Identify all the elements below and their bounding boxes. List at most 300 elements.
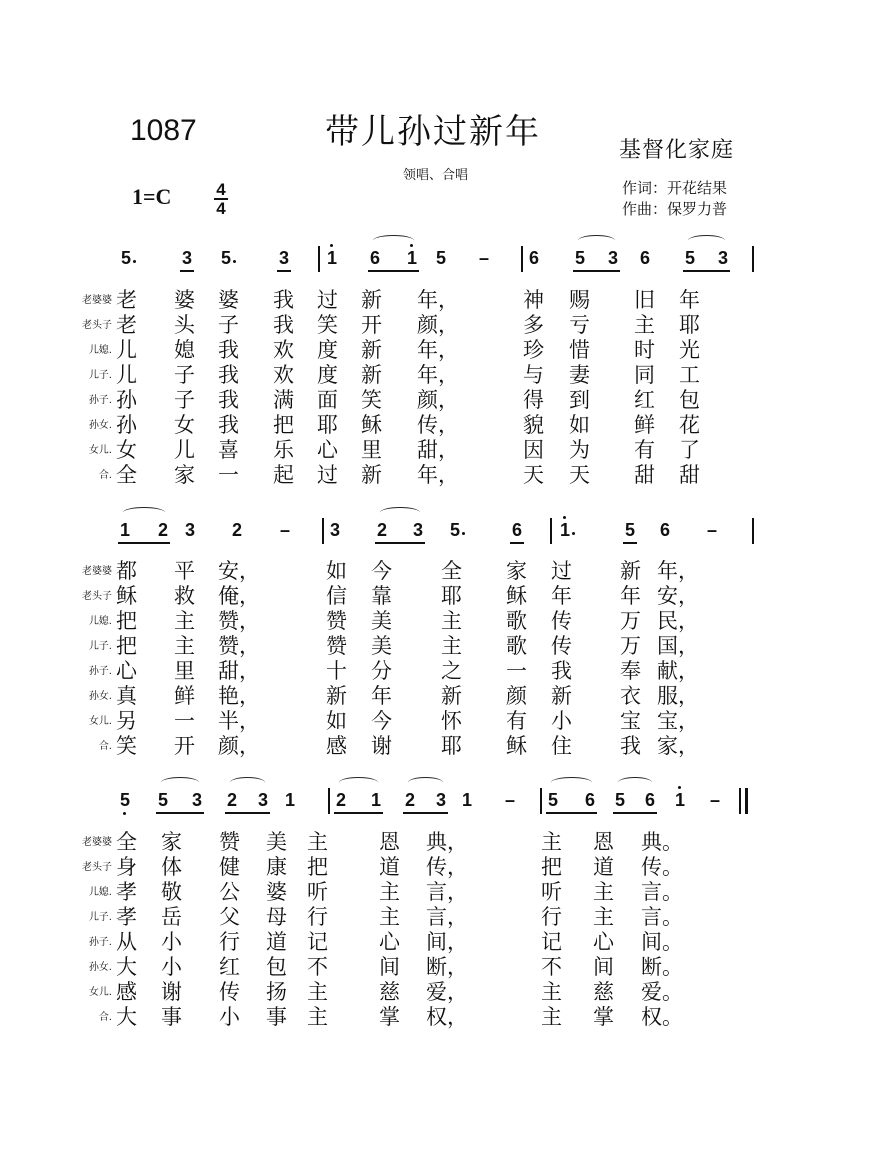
note-digit: 5 bbox=[157, 790, 168, 810]
lyric-char: 女 bbox=[174, 413, 195, 437]
lyric-char: 传 bbox=[551, 609, 572, 633]
lyric-char: 小 bbox=[551, 709, 572, 733]
lyric-char: 靠 bbox=[371, 584, 392, 608]
lyric-char: 分 bbox=[371, 659, 392, 683]
lyric-char: 信 bbox=[326, 584, 347, 608]
barline bbox=[322, 518, 324, 544]
note bbox=[582, 790, 598, 810]
lyric-char: 主 bbox=[174, 634, 195, 658]
note-digit: 3 bbox=[435, 790, 446, 810]
underline-beam bbox=[225, 812, 270, 814]
lyric-char: 全 bbox=[441, 559, 462, 583]
note-digit: 1 bbox=[370, 790, 381, 810]
lyric-char: 稣 bbox=[116, 584, 137, 608]
lyric-char: 敬 bbox=[161, 880, 182, 904]
underline-beam bbox=[573, 270, 620, 272]
lyric-char: 感 bbox=[116, 980, 137, 1004]
lyric-char: 怀 bbox=[441, 709, 462, 733]
lyric-char: 稣 bbox=[506, 584, 527, 608]
underline-beam bbox=[368, 270, 419, 272]
lyric-char: 新 bbox=[441, 684, 462, 708]
lyric-char: 旧 bbox=[634, 288, 655, 312]
lyric-char: 家 bbox=[174, 463, 195, 487]
note bbox=[526, 248, 542, 268]
dash-extension bbox=[277, 520, 293, 540]
lyric-char: 如 bbox=[569, 413, 590, 437]
lyric-char: 间 bbox=[379, 955, 400, 979]
note bbox=[459, 790, 475, 810]
lyric-char: 住 bbox=[551, 734, 572, 758]
lyric-char: 主 bbox=[541, 830, 562, 854]
barline bbox=[550, 518, 552, 544]
lyric-char: 颜， bbox=[417, 388, 459, 412]
verse-label: 儿子. bbox=[88, 370, 112, 381]
lyric-char: 记 bbox=[307, 930, 328, 954]
note bbox=[715, 248, 731, 268]
note-digit: 2 bbox=[226, 790, 237, 810]
lyric-char: 我 bbox=[551, 659, 572, 683]
augmentation-dot bbox=[133, 260, 136, 263]
note bbox=[404, 248, 420, 268]
lyric-char: 救 bbox=[174, 584, 195, 608]
note bbox=[179, 248, 195, 268]
note bbox=[509, 520, 525, 540]
lyric-char: 年， bbox=[657, 559, 699, 583]
lyric-char: 我 bbox=[273, 313, 294, 337]
note bbox=[433, 248, 449, 268]
verse-label: 儿媳. bbox=[88, 345, 112, 356]
lyric-char: 记 bbox=[541, 930, 562, 954]
lyric-char: 到 bbox=[569, 388, 590, 412]
lyric-char: 里 bbox=[361, 438, 382, 462]
lyric-char: 行 bbox=[219, 930, 240, 954]
underline-beam bbox=[156, 812, 204, 814]
lyric-char: 心 bbox=[379, 930, 400, 954]
lyric-char: 把 bbox=[116, 634, 137, 658]
lyric-char: 颜， bbox=[417, 313, 459, 337]
lyric-char: 把 bbox=[307, 855, 328, 879]
lyric-char: 典， bbox=[426, 830, 468, 854]
lyric-char: 新 bbox=[361, 338, 382, 362]
note bbox=[282, 790, 298, 810]
note-digit: – bbox=[706, 520, 717, 540]
final-barline bbox=[745, 788, 748, 814]
lyric-char: 年 bbox=[620, 584, 641, 608]
lyric-char: 平 bbox=[174, 559, 195, 583]
lyric-char: 亏 bbox=[569, 313, 590, 337]
note-digit: 2 bbox=[335, 790, 346, 810]
lyric-char: 断， bbox=[426, 955, 468, 979]
verse-label: 孙子. bbox=[88, 937, 112, 948]
time-bottom: 4 bbox=[216, 199, 226, 218]
augmentation-dot bbox=[572, 532, 575, 535]
lyric-char: 主 bbox=[593, 905, 614, 929]
note bbox=[368, 790, 384, 810]
lyric-char: 新 bbox=[361, 363, 382, 387]
note bbox=[224, 790, 240, 810]
lyric-char: 稣 bbox=[506, 734, 527, 758]
lyric-char: 心 bbox=[593, 930, 614, 954]
slur bbox=[551, 777, 592, 788]
augmentation-dot bbox=[233, 260, 236, 263]
lyric-char: 女 bbox=[116, 438, 137, 462]
note-digit: 3 bbox=[278, 248, 289, 268]
lyric-char: 如 bbox=[326, 559, 347, 583]
lyric-char: 传 bbox=[551, 634, 572, 658]
lyric-char: 赞 bbox=[326, 634, 347, 658]
lyric-char: 甜， bbox=[417, 438, 459, 462]
lyric-char: 一 bbox=[174, 709, 195, 733]
lyric-char: 谢 bbox=[371, 734, 392, 758]
note-digit: 6 bbox=[639, 248, 650, 268]
verse-label: 老头子 bbox=[82, 591, 112, 602]
note-digit: – bbox=[279, 520, 290, 540]
lyric-char: 掌 bbox=[379, 1005, 400, 1029]
note-digit: 5 bbox=[449, 520, 460, 540]
note bbox=[327, 520, 343, 540]
underline-beam bbox=[546, 812, 597, 814]
lyric-char: 美 bbox=[266, 830, 287, 854]
lyric-char: 红 bbox=[634, 388, 655, 412]
verse-label: 孙女. bbox=[88, 962, 112, 973]
lyric-char: 衣 bbox=[620, 684, 641, 708]
lyric-char: 耶 bbox=[441, 584, 462, 608]
lyric-char: 鲜 bbox=[634, 413, 655, 437]
lyric-char: 面 bbox=[317, 388, 338, 412]
note bbox=[612, 790, 628, 810]
lyric-char: 传。 bbox=[641, 855, 683, 879]
slur bbox=[230, 777, 265, 788]
lyric-char: 开 bbox=[361, 313, 382, 337]
note-digit: 1 bbox=[559, 520, 570, 540]
lyric-char: 行 bbox=[307, 905, 328, 929]
lyric-char: 间。 bbox=[641, 930, 683, 954]
note bbox=[189, 790, 205, 810]
underline-beam bbox=[118, 542, 170, 544]
note-digit: – bbox=[478, 248, 489, 268]
lyric-char: 新 bbox=[361, 463, 382, 487]
collection-name: 基督化家庭 bbox=[619, 138, 735, 163]
lyric-char: 珍 bbox=[523, 338, 544, 362]
note bbox=[572, 248, 588, 268]
lyric-char: 因 bbox=[523, 438, 544, 462]
lyric-char: 婆 bbox=[218, 288, 239, 312]
lyric-char: 赞， bbox=[218, 609, 260, 633]
lyric-char: 都 bbox=[116, 559, 137, 583]
lyric-char: 过 bbox=[551, 559, 572, 583]
verse-label: 孙子. bbox=[88, 395, 112, 406]
lyric-char: 家， bbox=[657, 734, 699, 758]
note bbox=[155, 790, 171, 810]
lyric-char: 鲜 bbox=[174, 684, 195, 708]
verse-label: 女儿. bbox=[88, 716, 112, 727]
lyric-char: 美 bbox=[371, 609, 392, 633]
lyric-char: 笑 bbox=[317, 313, 338, 337]
lyric-char: 天 bbox=[523, 463, 544, 487]
note bbox=[117, 520, 133, 540]
verse-label: 老婆婆 bbox=[82, 566, 112, 577]
lyric-char: 传， bbox=[417, 413, 459, 437]
lyric-char: 恩 bbox=[379, 830, 400, 854]
lyric-char: 宝， bbox=[657, 709, 699, 733]
slur bbox=[618, 777, 652, 788]
note-digit: 6 bbox=[511, 520, 522, 540]
note bbox=[657, 520, 673, 540]
lyric-char: 主 bbox=[307, 980, 328, 1004]
note-digit: 3 bbox=[181, 248, 192, 268]
composer: 作曲：保罗力普 bbox=[622, 200, 728, 218]
lyric-char: 孝 bbox=[116, 880, 137, 904]
lyric-char: 安， bbox=[657, 584, 699, 608]
lyric-char: 孙 bbox=[116, 413, 137, 437]
lyric-char: 十 bbox=[326, 659, 347, 683]
lyric-char: 慈 bbox=[593, 980, 614, 1004]
note-digit: 2 bbox=[376, 520, 387, 540]
note bbox=[642, 790, 658, 810]
lyric-char: 过 bbox=[317, 288, 338, 312]
lyric-char: 包 bbox=[679, 388, 700, 412]
time-signature bbox=[214, 182, 228, 216]
lyric-char: 赞 bbox=[219, 830, 240, 854]
lyric-char: 一 bbox=[218, 463, 239, 487]
lyric-char: 间 bbox=[593, 955, 614, 979]
lyric-char: 满 bbox=[273, 388, 294, 412]
lyric-char: 歌 bbox=[506, 634, 527, 658]
lyric-char: 婆 bbox=[174, 288, 195, 312]
verse-label: 老头子 bbox=[82, 320, 112, 331]
lyric-char: 言， bbox=[426, 880, 468, 904]
lyric-char: 有 bbox=[634, 438, 655, 462]
lyric-char: 甜 bbox=[634, 463, 655, 487]
lyric-char: 笑 bbox=[361, 388, 382, 412]
lyric-char: 身 bbox=[116, 855, 137, 879]
note-digit: 6 bbox=[528, 248, 539, 268]
underline-beam bbox=[277, 270, 291, 272]
slur bbox=[380, 507, 420, 518]
note bbox=[545, 790, 561, 810]
lyric-char: 小 bbox=[161, 955, 182, 979]
verse-label: 女儿. bbox=[88, 987, 112, 998]
lyric-char: 过 bbox=[317, 463, 338, 487]
lyric-char: 主 bbox=[634, 313, 655, 337]
lyric-char: 新 bbox=[551, 684, 572, 708]
note-digit: 1 bbox=[284, 790, 295, 810]
lyric-char: 耶 bbox=[441, 734, 462, 758]
lyric-char: 儿 bbox=[116, 363, 137, 387]
note bbox=[218, 248, 234, 268]
lyric-char: 老 bbox=[116, 288, 137, 312]
lyric-char: 道 bbox=[593, 855, 614, 879]
lyric-char: 全 bbox=[116, 463, 137, 487]
note-digit: 2 bbox=[157, 520, 168, 540]
lyric-char: 权。 bbox=[641, 1005, 683, 1029]
lyric-char: 万 bbox=[620, 609, 641, 633]
note-digit: 6 bbox=[644, 790, 655, 810]
lyric-char: 言。 bbox=[641, 905, 683, 929]
barline bbox=[540, 788, 542, 814]
lyric-char: 心 bbox=[317, 438, 338, 462]
lyric-char: 爱， bbox=[426, 980, 468, 1004]
lyric-char: 心 bbox=[116, 659, 137, 683]
lyric-char: 听 bbox=[307, 880, 328, 904]
lyric-char: 貌 bbox=[523, 413, 544, 437]
song-number: 1087 bbox=[130, 114, 197, 147]
note bbox=[324, 248, 340, 268]
lyric-char: 与 bbox=[523, 363, 544, 387]
lyric-char: 康 bbox=[266, 855, 287, 879]
slur bbox=[688, 235, 725, 246]
lyric-char: 今 bbox=[371, 709, 392, 733]
lyric-char: 主 bbox=[379, 905, 400, 929]
barline bbox=[328, 788, 330, 814]
low-octave-dot bbox=[123, 812, 126, 815]
underline-beam bbox=[334, 812, 383, 814]
slur bbox=[408, 777, 443, 788]
lyric-char: 子 bbox=[218, 313, 239, 337]
lyric-char: 有 bbox=[506, 709, 527, 733]
slur bbox=[123, 507, 165, 518]
underline-beam bbox=[375, 542, 425, 544]
lyric-char: 半， bbox=[218, 709, 260, 733]
lyric-char: 把 bbox=[273, 413, 294, 437]
note-digit: 2 bbox=[231, 520, 242, 540]
lyric-char: 年， bbox=[417, 363, 459, 387]
lyric-char: 掌 bbox=[593, 1005, 614, 1029]
lyric-char: 为 bbox=[569, 438, 590, 462]
lyric-char: 公 bbox=[219, 880, 240, 904]
note-digit: 3 bbox=[257, 790, 268, 810]
lyric-char: 安， bbox=[218, 559, 260, 583]
lyric-char: 岳 bbox=[161, 905, 182, 929]
lyric-char: 主 bbox=[541, 1005, 562, 1029]
lyric-char: 小 bbox=[161, 930, 182, 954]
underline-beam bbox=[623, 542, 637, 544]
lyric-char: 度 bbox=[317, 363, 338, 387]
lyric-char: 妻 bbox=[569, 363, 590, 387]
lyric-char: 时 bbox=[634, 338, 655, 362]
lyric-char: 耶 bbox=[679, 313, 700, 337]
lyric-char: 主 bbox=[379, 880, 400, 904]
lyric-char: 国， bbox=[657, 634, 699, 658]
lyric-char: 道 bbox=[379, 855, 400, 879]
note-digit: 1 bbox=[406, 248, 417, 268]
lyric-char: 头 bbox=[174, 313, 195, 337]
note-digit: 5 bbox=[220, 248, 231, 268]
song-title: 带儿孙过新年 bbox=[325, 112, 541, 152]
note bbox=[374, 520, 390, 540]
note bbox=[682, 248, 698, 268]
lyric-char: 年， bbox=[417, 463, 459, 487]
lyric-char: 另 bbox=[116, 709, 137, 733]
lyric-char: 赞， bbox=[218, 634, 260, 658]
lyric-char: 主 bbox=[441, 634, 462, 658]
note-digit: 6 bbox=[584, 790, 595, 810]
lyric-char: 感 bbox=[326, 734, 347, 758]
lyric-char: 开 bbox=[174, 734, 195, 758]
note bbox=[276, 248, 292, 268]
lyric-char: 扬 bbox=[266, 980, 287, 1004]
lyric-char: 甜 bbox=[679, 463, 700, 487]
lyric-char: 歌 bbox=[506, 609, 527, 633]
note-digit: 1 bbox=[326, 248, 337, 268]
verse-label: 孙女. bbox=[88, 420, 112, 431]
lyric-char: 恩 bbox=[593, 830, 614, 854]
underline-beam bbox=[180, 270, 194, 272]
lyric-char: 子 bbox=[174, 388, 195, 412]
lyric-char: 里 bbox=[174, 659, 195, 683]
lyric-char: 言， bbox=[426, 905, 468, 929]
high-octave-dot bbox=[678, 786, 681, 789]
dash-extension bbox=[476, 248, 492, 268]
verse-label: 合. bbox=[98, 470, 112, 481]
note-digit: 5 bbox=[120, 248, 131, 268]
note-digit: – bbox=[504, 790, 515, 810]
verse-label: 合. bbox=[98, 1012, 112, 1023]
verse-label: 孙子. bbox=[88, 666, 112, 677]
note bbox=[433, 790, 449, 810]
note bbox=[155, 520, 171, 540]
lyric-char: 事 bbox=[266, 1005, 287, 1029]
note bbox=[333, 790, 349, 810]
lyric-char: 主 bbox=[307, 1005, 328, 1029]
lyric-char: 我 bbox=[218, 363, 239, 387]
lyric-char: 主 bbox=[541, 980, 562, 1004]
verse-label: 老头子 bbox=[82, 862, 112, 873]
underline-beam bbox=[510, 542, 524, 544]
note-digit: 5 bbox=[684, 248, 695, 268]
time-top: 4 bbox=[216, 180, 226, 199]
lyric-char: 行 bbox=[541, 905, 562, 929]
lyric-char: 传， bbox=[426, 855, 468, 879]
lyric-char: 孝 bbox=[116, 905, 137, 929]
lyric-char: 耶 bbox=[317, 413, 338, 437]
lyricist: 作词：开花结果 bbox=[622, 179, 728, 197]
lyric-char: 事 bbox=[161, 1005, 182, 1029]
lyric-char: 儿 bbox=[116, 338, 137, 362]
note bbox=[605, 248, 621, 268]
lyric-char: 如 bbox=[326, 709, 347, 733]
lyric-char: 奉 bbox=[620, 659, 641, 683]
lyric-char: 孙 bbox=[116, 388, 137, 412]
lyric-char: 笑 bbox=[116, 734, 137, 758]
lyric-char: 惜 bbox=[569, 338, 590, 362]
lyric-char: 年， bbox=[417, 288, 459, 312]
lyric-char: 了 bbox=[679, 438, 700, 462]
note-digit: 1 bbox=[461, 790, 472, 810]
note bbox=[402, 790, 418, 810]
lyric-char: 道 bbox=[266, 930, 287, 954]
lyric-char: 言。 bbox=[641, 880, 683, 904]
note bbox=[622, 520, 638, 540]
verse-label: 老婆婆 bbox=[82, 837, 112, 848]
performance-note: 领唱、合唱 bbox=[403, 168, 469, 183]
lyric-char: 新 bbox=[620, 559, 641, 583]
lyric-char: 慈 bbox=[379, 980, 400, 1004]
slur bbox=[373, 235, 414, 246]
slur bbox=[578, 235, 615, 246]
lyric-char: 主 bbox=[441, 609, 462, 633]
verse-label: 合. bbox=[98, 741, 112, 752]
lyric-char: 一 bbox=[506, 659, 527, 683]
lyric-char: 稣 bbox=[361, 413, 382, 437]
lyric-char: 我 bbox=[273, 288, 294, 312]
lyric-char: 谢 bbox=[161, 980, 182, 1004]
lyric-char: 父 bbox=[219, 905, 240, 929]
lyric-char: 美 bbox=[371, 634, 392, 658]
lyric-char: 婆 bbox=[266, 880, 287, 904]
barline bbox=[752, 518, 754, 544]
lyric-char: 服， bbox=[657, 684, 699, 708]
